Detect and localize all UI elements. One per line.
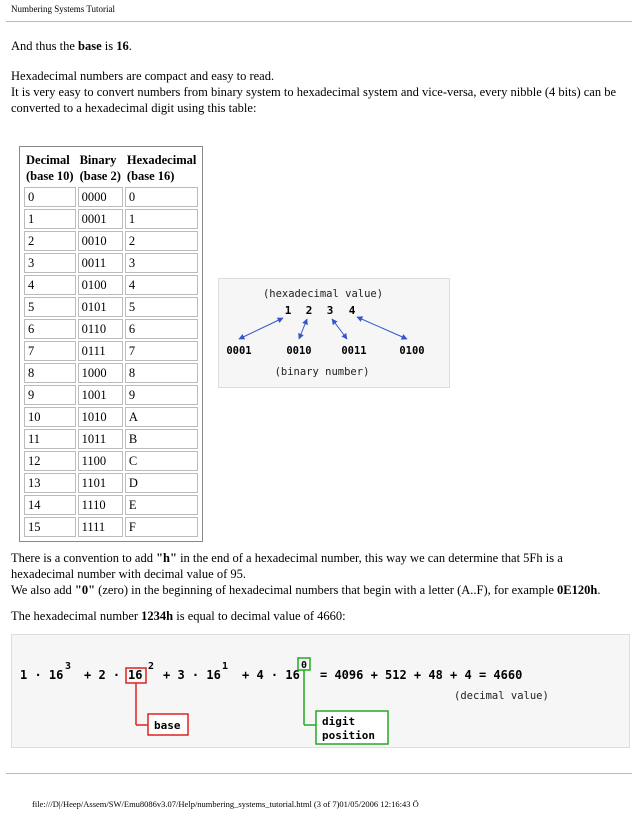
table-cell: 2 [125, 231, 198, 251]
table-cell: 0011 [78, 253, 123, 273]
arrow [299, 319, 307, 339]
binary-number-label: (binary number) [274, 366, 370, 378]
formula-base: 16 [128, 668, 143, 682]
hex-digit: 4 [348, 304, 356, 317]
table-cell: 15 [24, 517, 76, 537]
intro-line: And thus the base is 16. [11, 39, 132, 53]
table-row [24, 473, 198, 493]
table-cell: 1000 [78, 363, 123, 383]
formula-exponent: 3 [65, 661, 72, 672]
table-row [24, 209, 198, 229]
table-row [24, 363, 198, 383]
base-label: base [154, 719, 181, 732]
table-cell: 12 [24, 451, 76, 471]
table-cell: 0 [125, 187, 198, 207]
table-cell: 4 [125, 275, 198, 295]
table-cell: 0000 [78, 187, 123, 207]
table-cell: 13 [24, 473, 76, 493]
decimal-value-label: (decimal value) [454, 690, 549, 702]
formula-result: = 4096 + 512 + 48 + 4 = 4660 [320, 668, 523, 682]
table-header: Hexadecimal (base 16) [126, 153, 197, 183]
position-label: position [322, 729, 375, 742]
arrow [239, 318, 283, 339]
hex-value-label: (hexadecimal value) [262, 288, 384, 300]
header-divider [6, 21, 632, 22]
table-cell: E [125, 495, 198, 515]
positional-formula-diagram [11, 634, 630, 748]
table-cell: 4 [24, 275, 76, 295]
table-cell: 3 [24, 253, 76, 273]
paragraph-hex-intro: Hexadecimal numbers are compact and easy to read. It is very easy to convert numbers from binary system to hexadecimal system and vice-versa, every nibble (4 bits) can be converted to a hexadecimal digit using this table: [11, 69, 617, 115]
table-cell: 14 [24, 495, 76, 515]
table-row [24, 495, 198, 515]
table-row [24, 429, 198, 449]
table-cell: B [125, 429, 198, 449]
table-cell: 1111 [78, 517, 123, 537]
digit-label: digit [322, 715, 356, 728]
table-cell: 1 [24, 209, 76, 229]
table-cell: 1101 [78, 473, 123, 493]
nibble: 0001 [226, 345, 252, 357]
table-cell: 0111 [78, 341, 123, 361]
table-row [24, 275, 198, 295]
table-cell: 2 [24, 231, 76, 251]
formula-exponent: 2 [148, 661, 155, 672]
table-cell: D [125, 473, 198, 493]
table-cell: 10 [24, 407, 76, 427]
table-row [24, 231, 198, 251]
table-cell: A [125, 407, 198, 427]
table-cell: 1011 [78, 429, 123, 449]
table-cell: 11 [24, 429, 76, 449]
table-cell: 9 [24, 385, 76, 405]
table-cell: 1010 [78, 407, 123, 427]
table-header: Decimal (base 10) [26, 153, 74, 183]
table-cell: 7 [125, 341, 198, 361]
table-cell: 5 [125, 297, 198, 317]
table-cell: 9 [125, 385, 198, 405]
table-cell: 8 [125, 363, 198, 383]
formula-term: 1 · 16 [20, 668, 64, 682]
table-cell: 0100 [78, 275, 123, 295]
table-cell: 1110 [78, 495, 123, 515]
table-cell: 0110 [78, 319, 123, 339]
table-cell: 3 [125, 253, 198, 273]
paragraph-convention: There is a convention to add "h" in the end of a hexadecimal number, this way we can determine that 5Fh is a hexadecimal number with decimal value of 95. We also add "0" (zero) in the beginning of hexadecimal numbers that begin with a letter (A..F), for example 0E120h. [11, 551, 601, 597]
hex-digit: 1 [284, 304, 292, 317]
table-cell: 0010 [78, 231, 123, 251]
table-row [24, 319, 198, 339]
table-cell: 6 [125, 319, 198, 339]
table-row [24, 253, 198, 273]
table-header: Binary (base 2) [79, 153, 121, 183]
table-cell: 8 [24, 363, 76, 383]
formula-term: + 3 · 16 [163, 668, 221, 682]
table-cell: C [125, 451, 198, 471]
table-row [24, 451, 198, 471]
table-row [24, 341, 198, 361]
table-cell: 5 [24, 297, 76, 317]
table-row [24, 407, 198, 427]
table-cell: 0 [24, 187, 76, 207]
footer-divider [6, 773, 632, 774]
hex-digit: 3 [326, 304, 334, 317]
nibble: 0100 [399, 345, 425, 357]
arrow [357, 317, 407, 339]
formula-term: + 2 · [84, 668, 121, 682]
table-cell: 7 [24, 341, 76, 361]
nibble: 0011 [341, 345, 367, 357]
formula-exponent: 0 [301, 660, 308, 671]
page-footer: file:///D|/Heep/Assem/SW/Emu8086v3.07/Help/numbering_systems_tutorial.html (3 of 7)01/05/2006 12:16:43 Ö [32, 799, 419, 809]
page-header: Numbering Systems Tutorial [11, 4, 116, 14]
table-row [24, 187, 198, 207]
table-row [24, 297, 198, 317]
hex-digit: 2 [305, 304, 313, 317]
table-cell: 6 [24, 319, 76, 339]
formula-term: + 4 · 16 [242, 668, 300, 682]
table-cell: 1100 [78, 451, 123, 471]
table-cell: 0001 [78, 209, 123, 229]
nibble-diagram [218, 278, 450, 388]
table-cell: 0101 [78, 297, 123, 317]
table-row [24, 385, 198, 405]
nibble: 0010 [286, 345, 312, 357]
table-cell: 1 [125, 209, 198, 229]
formula-exponent: 1 [222, 661, 229, 672]
table-cell: 1001 [78, 385, 123, 405]
table-row [24, 517, 198, 537]
table-cell: F [125, 517, 198, 537]
arrow [332, 319, 347, 339]
paragraph-example: The hexadecimal number 1234h is equal to decimal value of 4660: [11, 609, 346, 623]
conversion-table [19, 146, 203, 542]
